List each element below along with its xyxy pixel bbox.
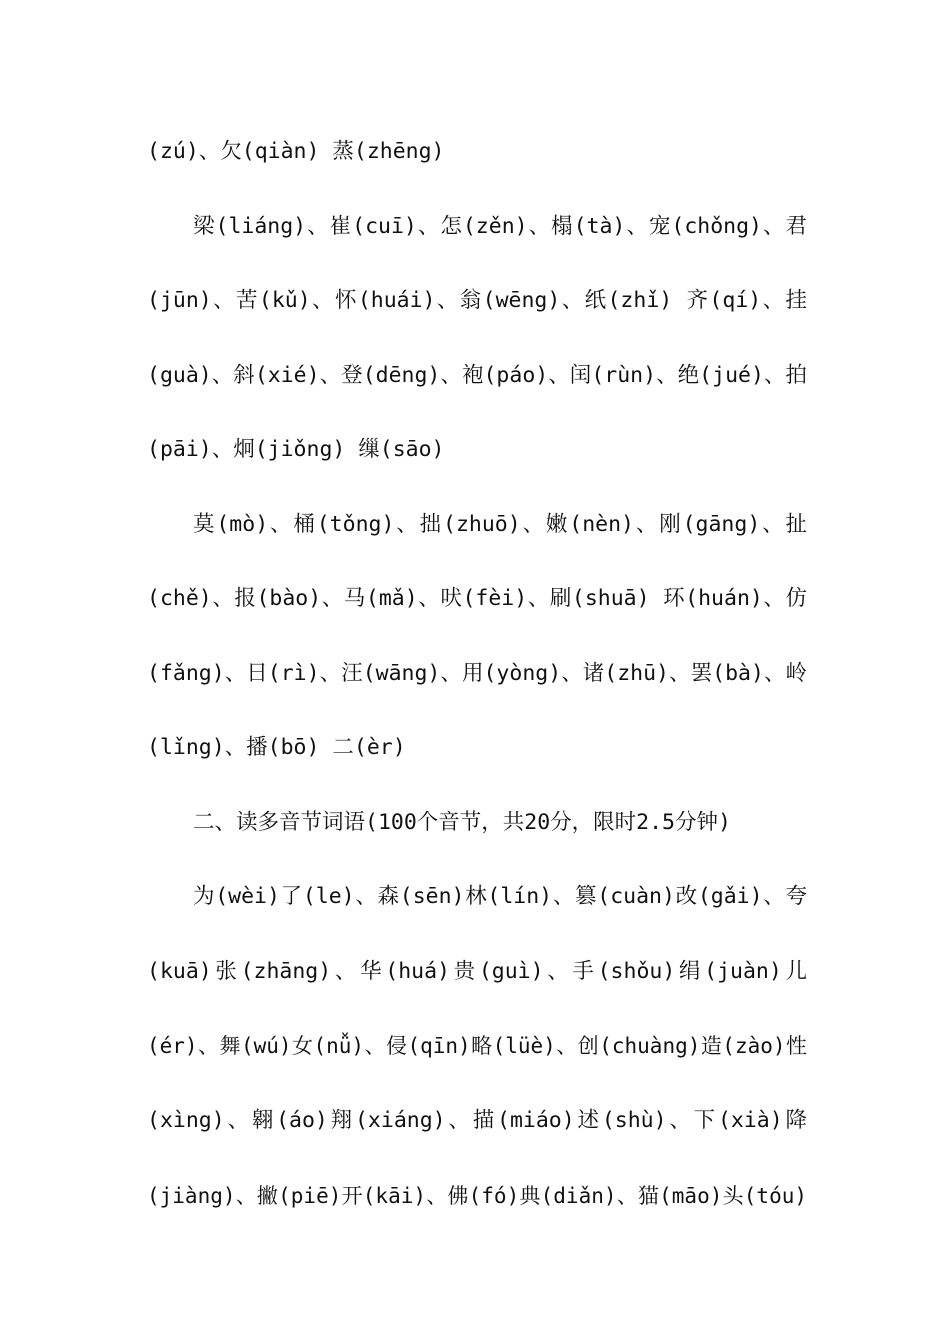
text-line-13: (ér)、舞(wú)女(nǚ)、侵(qīn)略(lüè)、创(chuàng)造(zào)性 xyxy=(147,1034,807,1058)
text-line-15: (jiàng)、撇(piē)开(kāi)、佛(fó)典(diǎn)、猫(māo)头(tóu) xyxy=(147,1184,807,1208)
text-line-12: (kuā)张(zhāng)、华(huá)贵(guì)、手(shǒu)绢(juàn)儿 xyxy=(147,959,807,984)
section-heading: 二、读多音节词语(100个音节，共20分，限时2.5分钟) xyxy=(193,810,731,835)
text-line-1: (zú)、欠(qiàn) 蒸(zhēng) xyxy=(147,139,445,164)
text-line-6: 莫(mò)、桶(tǒng)、拙(zhuō)、嫩(nèn)、刚(gāng)、扯 xyxy=(193,512,807,537)
text-line-11: 为(wèi)了(le)、森(sēn)林(lín)、篡(cuàn)改(gǎi)、夸 xyxy=(193,884,807,909)
text-line-2: 梁(liáng)、崔(cuī)、怎(zěn)、榻(tà)、宠(chǒng)、君 xyxy=(193,214,807,239)
text-line-3: (jūn)、苦(kǔ)、怀(huái)、翁(wēng)、纸(zhǐ) 齐(qí)、挂 xyxy=(147,288,807,313)
text-line-14: (xìng)、翱(áo)翔(xiáng)、描(miáo)述(shù)、下(xià)降 xyxy=(147,1108,807,1133)
text-line-8: (fǎng)、日(rì)、汪(wāng)、用(yòng)、诸(zhū)、罢(bà)、岭 xyxy=(147,661,807,686)
text-line-4: (guà)、斜(xié)、登(dēng)、袍(páo)、闰(rùn)、绝(jué)、拍 xyxy=(147,363,807,388)
text-line-5: (pāi)、炯(jiǒng) 缫(sāo) xyxy=(147,437,445,462)
text-line-7: (chě)、报(bào)、马(mǎ)、吠(fèi)、刷(shuā) 环(huán)、仿 xyxy=(147,586,807,611)
text-line-9: (lǐng)、播(bō) 二(èr) xyxy=(147,735,406,760)
